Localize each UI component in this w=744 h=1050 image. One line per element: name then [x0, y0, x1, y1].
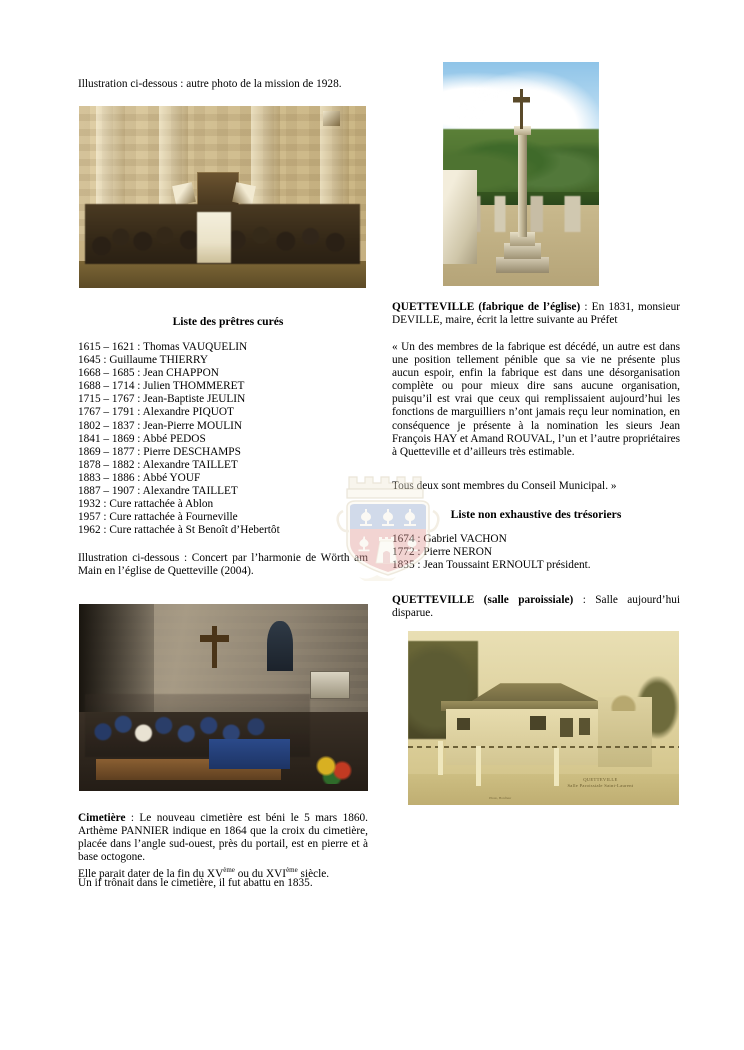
priests-group: [197, 212, 231, 263]
fabrique-paragraph: [392, 301, 680, 327]
list-item: 1715 – 1767 : Jean-Baptiste JEULIN: [78, 393, 246, 406]
salle-label: QUETTEVILLE (salle paroissiale): [392, 594, 574, 606]
list-item: 1962 : Cure rattachée à St Benoît d’Hebertôt: [78, 524, 280, 537]
list-item: 1802 – 1837 : Jean-Pierre MOULIN: [78, 419, 243, 432]
letter-body: « Un des membres de la fabrique est décédé, un autre est dans une position tellement pénible que sa vie ne présente plus aucun espoir, enfin la fabrique est dans une désorganisation complète ou pour mieux dire sans aucune organisation, puisqu’il est vrai que ceux qui remplissaient aujourd’hui les fonctions de marguilliers n’ont jamais reçu leur nomination, en conséquence je présente à la nomination les sieurs Jean François HAY et Amand ROUVAL, l’un et l’autre propriétaires à Quetteville et d’ailleurs très estimable.: [392, 341, 680, 458]
cemetery-text-2: Elle parait dater de la fin du XV: [78, 867, 224, 880]
flower-arrangement: [310, 754, 356, 784]
banner-flag-right: [232, 182, 256, 206]
flag-icon: [323, 111, 340, 126]
list-item: 1878 – 1882 : Alexandre TAILLET: [78, 458, 238, 471]
fence-post: [476, 746, 481, 786]
list-item: 1841 – 1869 : Abbé PEDOS: [78, 432, 206, 445]
list-item: 1887 – 1907 : Alexandre TAILLET: [78, 485, 238, 498]
photo-salle-paroissiale: [408, 631, 679, 805]
postcard-credit: Photo, Honfleur: [489, 795, 512, 800]
postcard-caption: [535, 777, 665, 789]
wall-plaque: [310, 671, 350, 699]
orchestra-banner: [209, 739, 290, 769]
hall-window: [530, 716, 546, 730]
fence-post: [438, 741, 443, 776]
caption-mission-1928: Illustration ci-dessous : autre photo de la mission de 1928.: [78, 78, 342, 90]
priests-list: [78, 341, 378, 537]
crucifix-icon: [200, 626, 229, 667]
list-item: 1957 : Cure rattachée à Fourneville: [78, 511, 238, 524]
foreground-tomb: [443, 170, 477, 264]
cemetery-text-1: : Le nouveau cimetière est béni le 5 mars 1860. Arthème PANNIER indique en 1864 que la croix du cimetière, placée dans l’angle sud-ouest, près du portail, est en pierre et à base octogone.: [78, 812, 368, 864]
cemetery-text-4: siècle.: [297, 867, 330, 880]
cross-base-lower: [496, 257, 549, 273]
list-item: 1767 – 1791 : Alexandre PIQUOT: [78, 406, 234, 419]
list-item: 1772 : Pierre NERON: [392, 546, 493, 559]
list-item: 1688 – 1714 : Julien THOMMERET: [78, 380, 245, 393]
hall-window: [457, 718, 471, 730]
ordinal-suffix-2: ème: [286, 866, 298, 874]
list-item: 1835 : Jean Toussaint ERNOULT président.: [392, 559, 591, 572]
cemetery-label: Cimetière: [78, 812, 126, 824]
cross-base-middle: [504, 243, 541, 259]
cemetery-yew-line: Un if trônait dans le cimetière, il fut abattu en 1835.: [78, 877, 313, 889]
priests-list-heading: Liste des prêtres curés: [172, 315, 284, 328]
ground: [79, 261, 366, 288]
list-item: 1883 – 1886 : Abbé YOUF: [78, 471, 201, 484]
treasurers-list: [392, 533, 680, 572]
list-item: 1615 – 1621 : Thomas VAUQUELIN: [78, 341, 248, 353]
postcard-caption-line1: QUETTEVILLE: [583, 777, 618, 783]
hall-window: [579, 718, 590, 735]
cemetery-text-3: ou du XVI: [234, 867, 287, 880]
salle-text: : Salle aujourd’hui disparue.: [392, 594, 681, 620]
list-item: 1869 – 1877 : Pierre DESCHAMPS: [78, 445, 241, 458]
letter-closing: Tous deux sont membres du Conseil Municipal. »: [392, 480, 617, 492]
salle-paroissiale-paragraph: [392, 594, 680, 620]
treasurers-list-heading: Liste non exhaustive des trésoriers: [450, 508, 622, 521]
church-window: [267, 621, 293, 671]
list-item: 1645 : Guillaume THIERRY: [78, 354, 209, 367]
list-item: 1674 : Gabriel VACHON: [392, 533, 507, 545]
crucifix-icon: [513, 89, 530, 129]
fabrique-intro: : En 1831, monsieur DEVILLE, maire, écrit la lettre suivante au Préfet: [392, 301, 680, 327]
stone-column: [518, 129, 527, 237]
photo-mission-1928: [79, 106, 366, 288]
list-item: 1932 : Cure rattachée à Ablon: [78, 498, 214, 511]
hall-gable-decoration: [606, 694, 641, 711]
photo-cemetery-cross: [443, 62, 599, 286]
fabrique-label: QUETTEVILLE (fabrique de l’église): [392, 301, 581, 313]
postcard-caption-line2: Salle Paroissiale Saint-Laurent: [567, 783, 634, 789]
hall-window: [560, 718, 574, 737]
cemetery-paragraph: [78, 812, 368, 864]
list-item: 1668 – 1685 : Jean CHAPPON: [78, 367, 219, 380]
ordinal-suffix-1: ème: [223, 866, 235, 874]
caption-concert: Illustration ci-dessous : Concert par l’harmonie de Wörth am Main en l’église de Quetteville (2004).: [78, 552, 368, 578]
fence-wire: [408, 746, 679, 748]
photo-concert-harmonie: [79, 604, 368, 791]
